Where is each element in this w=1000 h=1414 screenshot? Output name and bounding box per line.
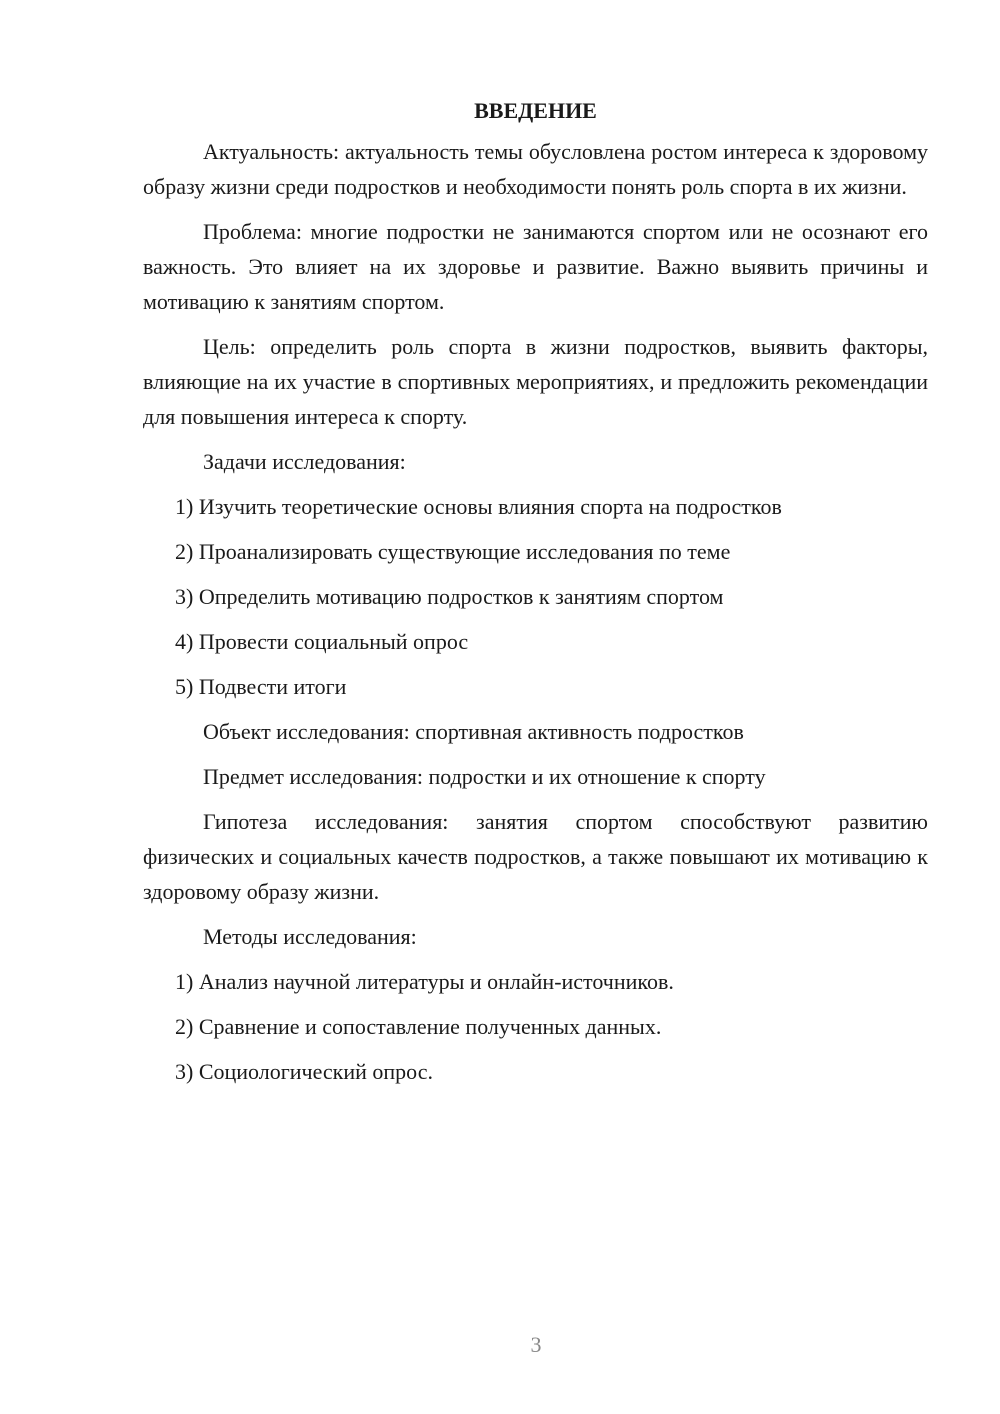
- method-item: 2) Сравнение и сопоставление полученных данных.: [175, 1014, 662, 1039]
- problem-paragraph: Проблема: многие подростки не занимаются спортом или не осознают его важность. Это влияет на их здоровье и развитие. Важно выявить причины и мотивацию к занятиям спортом.: [143, 219, 928, 314]
- task-item: 5) Подвести итоги: [175, 674, 347, 699]
- task-item: 3) Определить мотивацию подростков к занятиям спортом: [175, 584, 724, 609]
- task-item: 4) Провести социальный опрос: [175, 629, 469, 654]
- tasks-heading: Задачи исследования:: [203, 449, 406, 474]
- methods-heading: Методы исследования:: [203, 924, 417, 949]
- method-item: 3) Социологический опрос.: [175, 1059, 433, 1084]
- section-title: ВВЕДЕНИЕ: [474, 98, 597, 123]
- document-page: [143, 88, 928, 1099]
- tasks-list: [143, 489, 928, 704]
- page-number: 3: [530, 1332, 542, 1357]
- task-item: 2) Проанализировать существующие исследования по теме: [175, 539, 731, 564]
- goal-paragraph: Цель: определить роль спорта в жизни подростков, выявить факторы, влияющие на их участие в спортивных мероприятиях, и предложить рекомендации для повышения интереса к спорту.: [143, 334, 928, 429]
- methods-list: [143, 964, 928, 1089]
- hypothesis-paragraph: Гипотеза исследования: занятия спортом способствуют развитию физических и социальных качеств подростков, а также повышают их мотивацию к здоровому образу жизни.: [143, 809, 928, 904]
- relevance-paragraph: Актуальность: актуальность темы обусловлена ростом интереса к здоровому образу жизни среди подростков и необходимости понять роль спорта в их жизни.: [143, 139, 928, 199]
- subject-paragraph: Предмет исследования: подростки и их отношение к спорту: [203, 764, 766, 789]
- object-paragraph: Объект исследования: спортивная активность подростков: [203, 719, 744, 744]
- method-item: 1) Анализ научной литературы и онлайн-источников.: [175, 969, 674, 994]
- task-item: 1) Изучить теоретические основы влияния спорта на подростков: [175, 494, 782, 519]
